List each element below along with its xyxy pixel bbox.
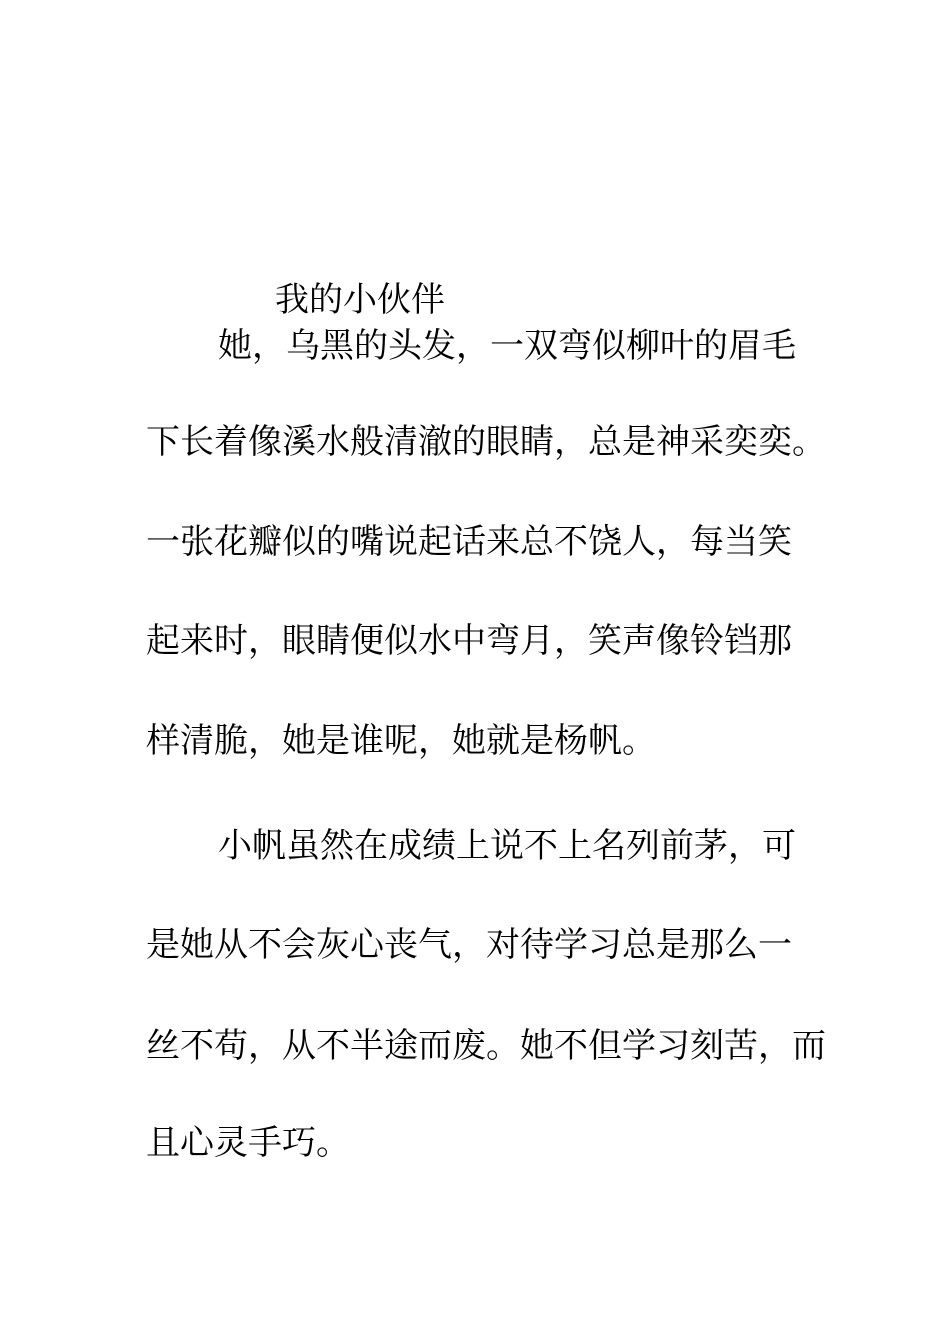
- essay-title: 我的小伙伴: [275, 280, 445, 320]
- paragraph-2-line-2: 是她从不会灰心丧气，对待学习总是那么一: [146, 925, 792, 965]
- paragraph-1-line-1: 她，乌黑的头发，一双弯似柳叶的眉毛: [218, 326, 796, 366]
- paragraph-1-line-2: 下长着像溪水般清澈的眼睛，总是神采奕奕。: [146, 422, 826, 462]
- paragraph-1-line-3: 一张花瓣似的嘴说起话来总不饶人，每当笑: [146, 522, 792, 562]
- paragraph-2-line-1: 小帆虽然在成绩上说不上名列前茅，可: [218, 826, 796, 866]
- paragraph-1-line-4: 起来时，眼睛便似水中弯月，笑声像铃铛那: [146, 621, 792, 661]
- paragraph-2-line-4: 且心灵手巧。: [146, 1123, 350, 1163]
- paragraph-1-line-5: 样清脆，她是谁呢，她就是杨帆。: [146, 721, 656, 761]
- paragraph-2-line-3: 丝不苟，从不半途而废。她不但学习刻苦，而: [146, 1026, 826, 1066]
